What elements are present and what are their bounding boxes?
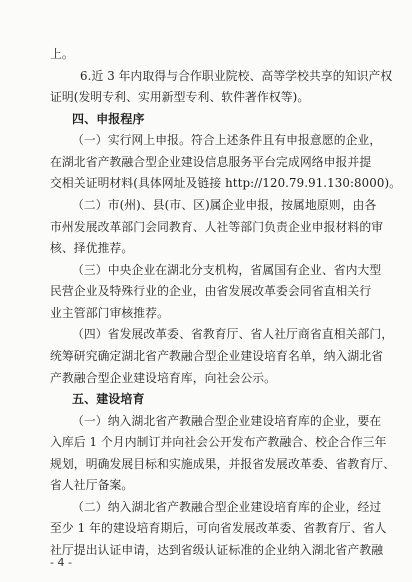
page-number: - 4 - (50, 556, 72, 569)
text-line: 证明(发明专利、实用新型专利、软件著作权等)。 (50, 90, 310, 105)
text-line: 社厅提出认证申请，达到省级认证标准的企业纳入湖北省产教融 (50, 543, 384, 557)
text-line: （三）中央企业在湖北分支机构，省属国有企业、省内大型 (72, 262, 382, 277)
text-line: 至少 1 年的建设培育期后，可向省发展改革委、省教育厅、省人 (50, 521, 387, 536)
text-line: 交相关证明材料(具体网址及链接 http://120.79.91.130:8000)。 (50, 176, 402, 191)
text-line: 在湖北省产教融合型企业建设信息服务平台完成网络申报并提 (50, 154, 372, 169)
text-line: 业主管部门审核推荐。 (50, 305, 169, 320)
text-line: 市州发展改革部门会同教育、人社等部门负责企业申报材料的审 (50, 219, 384, 234)
text-line: （一）实行网上申报。符合上述条件且有申报意愿的企业， (72, 133, 382, 148)
text-line: 6.近 3 年内取得与合作职业院校、高等学校共享的知识产权 (80, 68, 393, 83)
text-line: 产教融合型企业建设培育库，向社会公示。 (50, 370, 277, 385)
section-heading: 五、建设培育 (72, 392, 145, 406)
section-heading: 四、申报程序 (72, 111, 145, 126)
text-line: 规划，明确发展目标和实施成果，并报省发展改革委、省教育厅、 (50, 456, 396, 471)
text-line: 上。 (50, 47, 74, 61)
text-line: 民营企业及特殊行业的企业，由省发展改革委会同省直相关行 (50, 284, 372, 299)
text-line: （二）市(州)、县(市、区)属企业申报，按属地原则，由各 (72, 198, 377, 212)
text-line: 省人社厅备案。 (50, 478, 134, 493)
text-line: 统筹研究确定湖北省产教融合型企业建设培育名单，纳入湖北省 (50, 348, 384, 363)
text-line: （一）纳入湖北省产教融合型企业建设培育库的企业，要在 (72, 413, 382, 428)
text-line: 入库后 1 个月内制订并向社会公开发布产教融合、校企合作三年 (50, 435, 387, 450)
text-line: 核、择优推荐。 (50, 241, 134, 256)
text-line: （二）纳入湖北省产教融合型企业建设培育库的企业，经过 (72, 499, 382, 514)
text-line: （四）省发展改革委、省教育厅、省人社厅商省直相关部门， (72, 327, 394, 342)
